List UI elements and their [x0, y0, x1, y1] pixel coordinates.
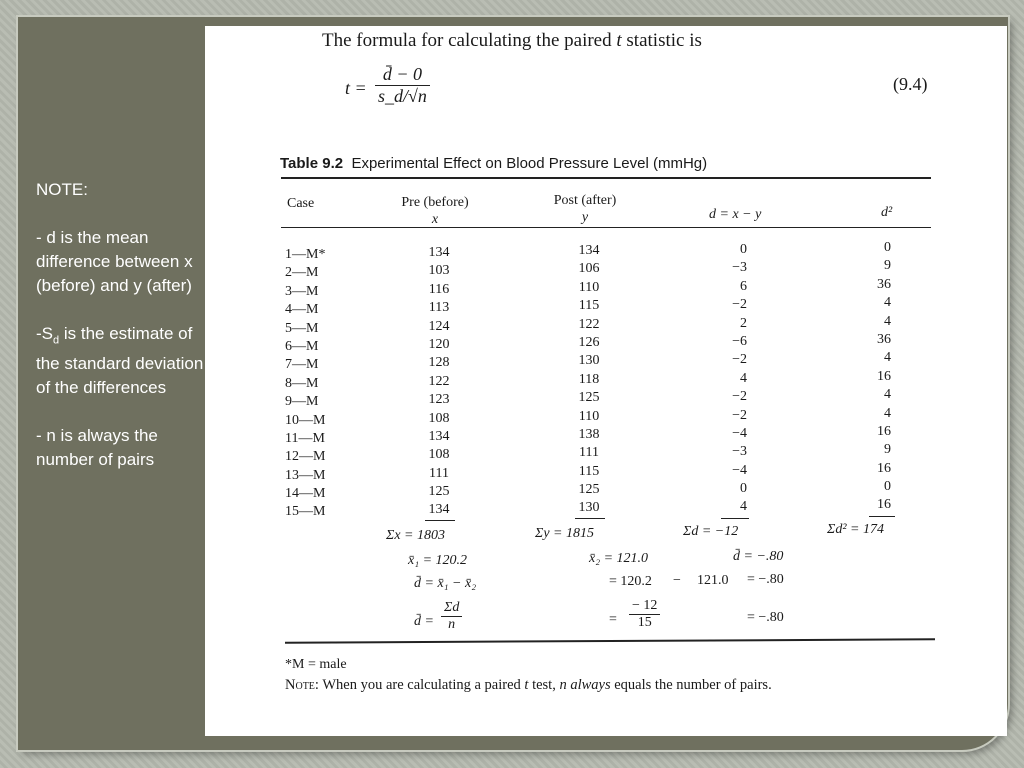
d2-sum-rule: [869, 516, 895, 517]
case-cell: 12—M: [285, 449, 326, 465]
calc-sum-over-n: [441, 600, 462, 633]
formula-lhs: t =: [345, 78, 367, 98]
case-cell: 10—M: [285, 412, 326, 428]
pre-value: 134: [428, 502, 450, 518]
d2-value: 36: [877, 276, 891, 292]
pre-value: 116: [428, 281, 450, 297]
d-sum-rule: [721, 518, 749, 519]
sum-d2: Σd² = 174: [827, 522, 884, 537]
d2-value: 16: [877, 423, 891, 439]
case-cell: 2—M: [285, 265, 319, 281]
formula-fraction: [375, 64, 430, 107]
footnote-male: *M = male: [285, 657, 347, 672]
pre-value: 113: [428, 300, 450, 316]
post-value: 126: [578, 334, 600, 350]
header-post-var: y: [581, 210, 589, 225]
column-d: [711, 241, 747, 517]
column-post: [569, 242, 609, 518]
post-value: 125: [578, 482, 600, 498]
pre-value: 134: [428, 245, 450, 260]
d2-value: 36: [877, 331, 891, 347]
formula-intro-var: t: [616, 30, 622, 51]
d2-value: 16: [877, 368, 891, 384]
post-value: 110: [578, 279, 600, 295]
post-value: 106: [578, 261, 600, 277]
d-value: 4: [740, 370, 747, 386]
post-value: 115: [578, 298, 600, 314]
case-cell: 1—M*: [285, 247, 326, 262]
post-value: 130: [578, 500, 600, 516]
calc-result-2: = −.80: [747, 610, 784, 625]
footnote-note-text-a: When you are calculating a paired: [318, 677, 525, 693]
pre-value: 122: [428, 373, 450, 389]
post-value: 122: [578, 316, 600, 332]
d2-value: 4: [884, 387, 891, 403]
d-value: −2: [732, 297, 747, 313]
table-top-rule: [281, 177, 931, 179]
table-title: Experimental Effect on Blood Pressure Level (mmHg): [351, 155, 708, 172]
d-value: −4: [732, 425, 747, 441]
calc-dbar-lhs: d̄ =: [414, 614, 434, 629]
case-cell: 5—M: [285, 320, 319, 336]
formula-denominator: s_d/√n: [378, 86, 427, 106]
d2-value: 4: [884, 350, 891, 366]
header-pre: [385, 194, 485, 228]
pre-value: 134: [428, 428, 450, 444]
pre-value: 103: [428, 263, 450, 279]
header-pre-label: Pre (before): [401, 195, 469, 210]
sum-d: Σd = −12: [683, 524, 739, 539]
pre-value: 120: [428, 336, 450, 352]
note-heading: NOTE:: [36, 180, 88, 199]
footnote-note-text-c: equals the number of pairs.: [610, 677, 772, 693]
post-value: 125: [578, 390, 600, 406]
d2-value: 4: [884, 405, 891, 421]
post-value: 134: [578, 243, 600, 258]
note-sd-subscript: d: [53, 334, 60, 347]
formula-intro-end: statistic is: [621, 30, 702, 51]
header-pre-var: x: [431, 212, 439, 227]
header-diff-sq: d²: [881, 205, 893, 220]
calc-n: n: [448, 617, 456, 632]
d-value: −2: [732, 352, 747, 368]
case-cell: 6—M: [285, 338, 319, 354]
case-cell: 8—M: [285, 375, 319, 391]
case-cell: 9—M: [285, 394, 319, 410]
header-rule: [281, 227, 931, 228]
mean-x1: x̄₁ = 120.2: [408, 553, 468, 568]
case-cell: 15—M: [285, 504, 326, 520]
post-value: 118: [578, 371, 600, 387]
pre-value: 128: [428, 355, 450, 371]
table-bottom-rule: [285, 638, 935, 643]
d2-value: 0: [884, 240, 891, 255]
calc-frac-den: 15: [637, 615, 652, 630]
case-cell: 7—M: [285, 357, 319, 373]
d-value: −4: [732, 462, 747, 478]
pre-value: 123: [428, 392, 450, 408]
d2-value: 16: [877, 497, 891, 513]
pre-value: 108: [428, 410, 450, 426]
case-cell: 14—M: [285, 486, 326, 502]
case-cell: 13—M: [285, 467, 326, 483]
footnote-note-label: Note:: [285, 677, 319, 693]
calc-minus: −: [673, 573, 681, 588]
note-point-n: - n is always the number of pairs: [36, 426, 158, 470]
post-value: 111: [579, 445, 599, 461]
table-label: Table 9.2: [280, 155, 344, 172]
pre-value: 124: [428, 318, 450, 334]
d-value: −3: [732, 260, 747, 276]
header-post: [535, 192, 635, 226]
d-value: 2: [740, 315, 747, 331]
header-case: Case: [287, 196, 315, 211]
calc-fraction: [629, 598, 660, 631]
pre-sum-rule: [425, 520, 455, 521]
calc-x2-value: 121.0: [697, 573, 729, 588]
d2-value: 4: [884, 313, 891, 329]
post-value: 138: [578, 426, 600, 442]
footnote-note-n-always: n always: [559, 677, 611, 693]
case-cell: 3—M: [285, 283, 319, 299]
pre-value: 125: [428, 484, 450, 500]
calc-sum-d: Σd: [441, 600, 462, 617]
formula-intro-text: The formula for calculating the paired: [322, 30, 617, 51]
d-value: −6: [732, 333, 747, 349]
d-value: 0: [740, 481, 747, 497]
column-d2: [855, 239, 891, 515]
d2-value: 16: [877, 460, 891, 476]
post-value: 115: [578, 463, 600, 479]
d-value: −2: [732, 389, 747, 405]
mean-x2: x̄₂ = 121.0: [589, 551, 649, 566]
header-diff: d = x − y: [709, 207, 762, 222]
note-point-sd: [36, 322, 208, 400]
note-sd-text: is the estimate of the standard deviation of the differences: [36, 324, 204, 398]
calc-result-1: = −.80: [747, 572, 784, 587]
post-value: 110: [578, 408, 600, 424]
pre-value: 111: [429, 465, 449, 481]
column-case: [285, 246, 345, 522]
formula-intro: [322, 30, 702, 52]
textbook-page: [205, 26, 1007, 736]
calc-frac-num: − 12: [629, 598, 660, 615]
header-post-label: Post (after): [553, 193, 617, 208]
footnote-note-text-b: test,: [528, 677, 560, 693]
d2-value: 0: [884, 479, 891, 495]
mean-d: d̄ = −.80: [733, 549, 784, 564]
d-value: −2: [732, 407, 747, 423]
footnote-note-t: t: [524, 677, 529, 693]
table-caption: [280, 155, 707, 172]
calc-dbar-definition: d̄ = x̄₁ − x̄₂: [414, 576, 477, 591]
footnote-note: [285, 677, 772, 694]
note-point-mean-difference: - d is the mean difference between x (before) and y (after): [36, 228, 193, 295]
case-cell: 4—M: [285, 302, 319, 318]
d-value: −3: [732, 444, 747, 460]
calc-equals: =: [609, 612, 617, 627]
sum-x: Σx = 1803: [386, 528, 445, 543]
d2-value: 9: [884, 258, 891, 274]
sum-y: Σy = 1815: [535, 526, 594, 541]
post-value: 130: [578, 353, 600, 369]
equation-number: (9.4): [893, 74, 928, 94]
formula-numerator: d̄ − 0: [375, 64, 430, 86]
column-pre: [419, 244, 459, 520]
d-value: 0: [740, 242, 747, 257]
d2-value: 9: [884, 442, 891, 458]
calc-x1-value: = 120.2: [609, 574, 652, 589]
sidebar-note: [36, 178, 208, 496]
note-sd-prefix: -S: [36, 324, 53, 343]
d-value: 4: [740, 499, 747, 515]
post-sum-rule: [575, 518, 605, 519]
d2-value: 4: [884, 295, 891, 311]
case-cell: 11—M: [285, 430, 325, 446]
pre-value: 108: [428, 447, 450, 463]
d-value: 6: [740, 278, 747, 294]
